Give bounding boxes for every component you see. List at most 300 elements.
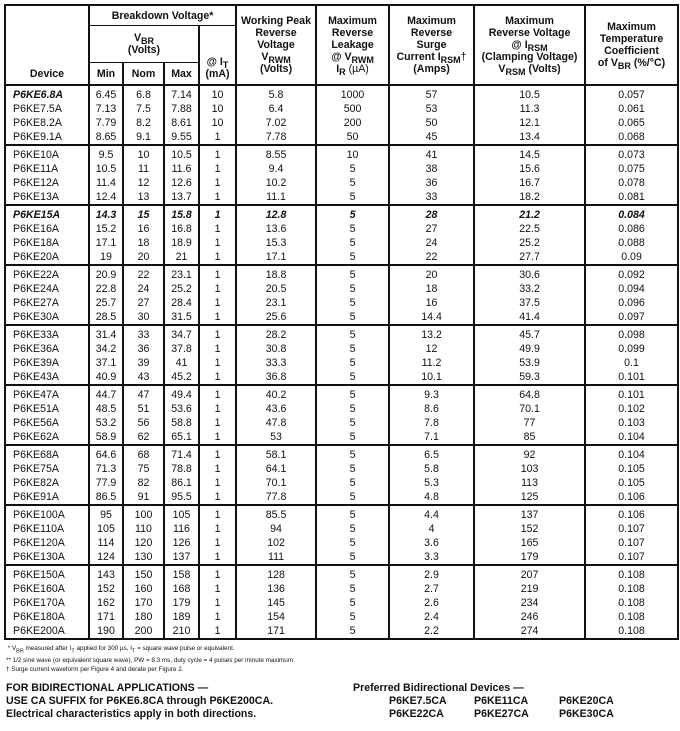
header-subscript: RSM xyxy=(440,55,461,65)
table-row xyxy=(5,310,678,325)
cell-leakage: 5 xyxy=(316,325,389,342)
cell-vbr-nom: 30 xyxy=(123,310,164,325)
cell-vbr-nom: 6.8 xyxy=(123,85,164,102)
cell-vbr-max: 18.9 xyxy=(164,236,199,250)
preferred-bidirectional-devices xyxy=(353,682,644,721)
cell-vbr-max: 7.14 xyxy=(164,85,199,102)
footnote-text: applied for 300 µs, I xyxy=(74,645,132,652)
cell-vrwm: 47.8 xyxy=(236,416,316,430)
table-row xyxy=(5,222,678,236)
dagger-mark: † xyxy=(460,51,467,63)
cell-device: P6KE27A xyxy=(5,296,89,310)
cell-vbr-min: 71.3 xyxy=(89,462,123,476)
cell-temp-coefficient: 0.108 xyxy=(585,596,678,610)
cell-vbr-max: 105 xyxy=(164,505,199,522)
cell-vbr-min: 152 xyxy=(89,582,123,596)
cell-vbr-max: 86.1 xyxy=(164,476,199,490)
table-row xyxy=(5,596,678,610)
cell-surge-current: 57 xyxy=(389,85,474,102)
cell-clamping-voltage: 234 xyxy=(474,596,585,610)
cell-vrwm: 30.8 xyxy=(236,342,316,356)
table-row xyxy=(5,325,678,342)
cell-leakage: 5 xyxy=(316,370,389,385)
table-row xyxy=(5,102,678,116)
cell-device: P6KE30A xyxy=(5,310,89,325)
cell-leakage: 5 xyxy=(316,310,389,325)
cell-device: P6KE51A xyxy=(5,402,89,416)
cell-test-current: 1 xyxy=(199,236,236,250)
cell-vbr-nom: 9.1 xyxy=(123,130,164,145)
cell-clamping-voltage: 30.6 xyxy=(474,265,585,282)
device-spec-table xyxy=(4,4,679,640)
cell-device: P6KE24A xyxy=(5,282,89,296)
cell-device: P6KE13A xyxy=(5,190,89,205)
preferred-device: P6KE11CA xyxy=(474,695,529,707)
cell-vbr-max: 15.8 xyxy=(164,205,199,222)
cell-clamping-voltage: 165 xyxy=(474,536,585,550)
table-row xyxy=(5,176,678,190)
header-text: V xyxy=(498,63,506,75)
cell-test-current: 10 xyxy=(199,85,236,102)
cell-temp-coefficient: 0.104 xyxy=(585,445,678,462)
cell-vbr-nom: 200 xyxy=(123,624,164,639)
cell-device: P6KE82A xyxy=(5,476,89,490)
cell-surge-current: 50 xyxy=(389,116,474,130)
cell-temp-coefficient: 0.084 xyxy=(585,205,678,222)
table-row xyxy=(5,522,678,536)
cell-device: P6KE6.8A xyxy=(5,85,89,102)
table-row xyxy=(5,85,678,102)
cell-leakage: 5 xyxy=(316,610,389,624)
header-text: @ I xyxy=(511,39,528,51)
table-row xyxy=(5,565,678,582)
cell-vrwm: 20.5 xyxy=(236,282,316,296)
cell-clamping-voltage: 59.3 xyxy=(474,370,585,385)
cell-clamping-voltage: 207 xyxy=(474,565,585,582)
header-device: Device xyxy=(5,5,89,85)
table-row xyxy=(5,145,678,162)
cell-vbr-nom: 39 xyxy=(123,356,164,370)
cell-temp-coefficient: 0.086 xyxy=(585,222,678,236)
cell-clamping-voltage: 41.4 xyxy=(474,310,585,325)
table-row xyxy=(5,282,678,296)
cell-test-current: 1 xyxy=(199,430,236,445)
cell-vbr-min: 9.5 xyxy=(89,145,123,162)
cell-vbr-nom: 27 xyxy=(123,296,164,310)
cell-surge-current: 3.3 xyxy=(389,550,474,565)
cell-leakage: 50 xyxy=(316,130,389,145)
cell-vbr-min: 8.65 xyxy=(89,130,123,145)
cell-leakage: 5 xyxy=(316,430,389,445)
cell-vrwm: 7.78 xyxy=(236,130,316,145)
table-row xyxy=(5,536,678,550)
cell-device: P6KE33A xyxy=(5,325,89,342)
cell-vbr-nom: 36 xyxy=(123,342,164,356)
cell-vbr-max: 21 xyxy=(164,250,199,265)
cell-vrwm: 28.2 xyxy=(236,325,316,342)
cell-temp-coefficient: 0.107 xyxy=(585,550,678,565)
cell-surge-current: 22 xyxy=(389,250,474,265)
cell-temp-coefficient: 0.078 xyxy=(585,176,678,190)
cell-device: P6KE20A xyxy=(5,250,89,265)
cell-surge-current: 4 xyxy=(389,522,474,536)
table-row xyxy=(5,402,678,416)
cell-vbr-min: 64.6 xyxy=(89,445,123,462)
cell-clamping-voltage: 33.2 xyxy=(474,282,585,296)
cell-vbr-min: 143 xyxy=(89,565,123,582)
cell-temp-coefficient: 0.107 xyxy=(585,536,678,550)
cell-vrwm: 18.8 xyxy=(236,265,316,282)
footnote-text: = square wave pulse or equivalent. xyxy=(135,645,235,652)
cell-vbr-min: 20.9 xyxy=(89,265,123,282)
cell-device: P6KE36A xyxy=(5,342,89,356)
header-text: Current I xyxy=(396,51,441,63)
cell-vrwm: 36.8 xyxy=(236,370,316,385)
cell-test-current: 1 xyxy=(199,162,236,176)
cell-leakage: 5 xyxy=(316,222,389,236)
cell-vbr-min: 10.5 xyxy=(89,162,123,176)
cell-vbr-max: 45.2 xyxy=(164,370,199,385)
cell-clamping-voltage: 25.2 xyxy=(474,236,585,250)
cell-test-current: 1 xyxy=(199,130,236,145)
table-row xyxy=(5,476,678,490)
cell-device: P6KE56A xyxy=(5,416,89,430)
cell-leakage: 10 xyxy=(316,145,389,162)
cell-clamping-voltage: 113 xyxy=(474,476,585,490)
cell-temp-coefficient: 0.088 xyxy=(585,236,678,250)
cell-vbr-min: 114 xyxy=(89,536,123,550)
cell-leakage: 200 xyxy=(316,116,389,130)
cell-vrwm: 64.1 xyxy=(236,462,316,476)
cell-vrwm: 6.4 xyxy=(236,102,316,116)
cell-clamping-voltage: 219 xyxy=(474,582,585,596)
table-row xyxy=(5,116,678,130)
cell-test-current: 1 xyxy=(199,476,236,490)
cell-surge-current: 33 xyxy=(389,190,474,205)
header-subscript: RSM xyxy=(527,43,548,53)
cell-temp-coefficient: 0.075 xyxy=(585,162,678,176)
cell-vbr-max: 126 xyxy=(164,536,199,550)
header-unit: (mA) xyxy=(205,68,230,80)
table-row xyxy=(5,296,678,310)
cell-vbr-max: 11.6 xyxy=(164,162,199,176)
cell-vbr-max: 49.4 xyxy=(164,385,199,402)
cell-clamping-voltage: 10.5 xyxy=(474,85,585,102)
cell-vbr-min: 162 xyxy=(89,596,123,610)
cell-vbr-nom: 170 xyxy=(123,596,164,610)
cell-device: P6KE200A xyxy=(5,624,89,639)
cell-leakage: 5 xyxy=(316,624,389,639)
cell-test-current: 10 xyxy=(199,102,236,116)
cell-vrwm: 17.1 xyxy=(236,250,316,265)
cell-vbr-nom: 22 xyxy=(123,265,164,282)
cell-temp-coefficient: 0.103 xyxy=(585,416,678,430)
header-text: @ I xyxy=(206,56,223,68)
cell-vbr-min: 25.7 xyxy=(89,296,123,310)
cell-vrwm: 94 xyxy=(236,522,316,536)
cell-vbr-max: 25.2 xyxy=(164,282,199,296)
table-row xyxy=(5,342,678,356)
cell-vbr-max: 189 xyxy=(164,610,199,624)
cell-device: P6KE170A xyxy=(5,596,89,610)
cell-leakage: 500 xyxy=(316,102,389,116)
cell-test-current: 1 xyxy=(199,582,236,596)
cell-leakage: 5 xyxy=(316,282,389,296)
cell-vbr-max: 95.5 xyxy=(164,490,199,505)
cell-temp-coefficient: 0.096 xyxy=(585,296,678,310)
cell-vbr-nom: 15 xyxy=(123,205,164,222)
table-row xyxy=(5,250,678,265)
cell-vrwm: 43.6 xyxy=(236,402,316,416)
cell-surge-current: 5.8 xyxy=(389,462,474,476)
cell-vrwm: 154 xyxy=(236,610,316,624)
cell-temp-coefficient: 0.102 xyxy=(585,402,678,416)
table-row xyxy=(5,130,678,145)
table-row xyxy=(5,445,678,462)
cell-clamping-voltage: 70.1 xyxy=(474,402,585,416)
preferred-title: Preferred Bidirectional Devices — xyxy=(353,682,524,694)
cell-leakage: 5 xyxy=(316,190,389,205)
table-body xyxy=(5,85,678,639)
cell-test-current: 1 xyxy=(199,445,236,462)
cell-surge-current: 28 xyxy=(389,205,474,222)
cell-test-current: 1 xyxy=(199,205,236,222)
cell-vbr-nom: 24 xyxy=(123,282,164,296)
table-row xyxy=(5,236,678,250)
cell-leakage: 5 xyxy=(316,356,389,370)
cell-device: P6KE150A xyxy=(5,565,89,582)
cell-leakage: 5 xyxy=(316,265,389,282)
cell-vbr-nom: 56 xyxy=(123,416,164,430)
header-text: of V xyxy=(597,57,618,69)
cell-vrwm: 15.3 xyxy=(236,236,316,250)
cell-surge-current: 10.1 xyxy=(389,370,474,385)
cell-device: P6KE47A xyxy=(5,385,89,402)
cell-vrwm: 136 xyxy=(236,582,316,596)
cell-clamping-voltage: 22.5 xyxy=(474,222,585,236)
cell-test-current: 1 xyxy=(199,265,236,282)
cell-vrwm: 13.6 xyxy=(236,222,316,236)
header-vbr xyxy=(89,26,199,63)
cell-vrwm: 102 xyxy=(236,536,316,550)
cell-vrwm: 9.4 xyxy=(236,162,316,176)
cell-surge-current: 16 xyxy=(389,296,474,310)
cell-leakage: 5 xyxy=(316,236,389,250)
cell-temp-coefficient: 0.105 xyxy=(585,462,678,476)
cell-vbr-nom: 33 xyxy=(123,325,164,342)
cell-vbr-nom: 75 xyxy=(123,462,164,476)
cell-vbr-nom: 160 xyxy=(123,582,164,596)
cell-vbr-max: 34.7 xyxy=(164,325,199,342)
cell-vrwm: 111 xyxy=(236,550,316,565)
cell-vbr-max: 116 xyxy=(164,522,199,536)
table-row xyxy=(5,505,678,522)
cell-clamping-voltage: 64.8 xyxy=(474,385,585,402)
header-text: Coefficient xyxy=(604,45,659,57)
header-max-reverse-surge-current xyxy=(389,5,474,85)
cell-vbr-max: 23.1 xyxy=(164,265,199,282)
cell-vbr-min: 7.13 xyxy=(89,102,123,116)
cell-clamping-voltage: 85 xyxy=(474,430,585,445)
table-row xyxy=(5,190,678,205)
cell-device: P6KE110A xyxy=(5,522,89,536)
cell-vbr-max: 53.6 xyxy=(164,402,199,416)
cell-vbr-nom: 51 xyxy=(123,402,164,416)
bidirectional-note xyxy=(6,682,273,721)
cell-vbr-nom: 16 xyxy=(123,222,164,236)
cell-test-current: 1 xyxy=(199,325,236,342)
cell-test-current: 1 xyxy=(199,282,236,296)
cell-temp-coefficient: 0.099 xyxy=(585,342,678,356)
table-row xyxy=(5,370,678,385)
cell-device: P6KE43A xyxy=(5,370,89,385)
cell-temp-coefficient: 0.108 xyxy=(585,582,678,596)
cell-vbr-min: 40.9 xyxy=(89,370,123,385)
cell-vbr-nom: 10 xyxy=(123,145,164,162)
cell-leakage: 5 xyxy=(316,476,389,490)
cell-temp-coefficient: 0.065 xyxy=(585,116,678,130)
preferred-device-grid xyxy=(389,695,644,721)
header-working-peak-reverse-voltage xyxy=(236,5,316,85)
cell-device: P6KE11A xyxy=(5,162,89,176)
table-row xyxy=(5,385,678,402)
header-text: Reverse xyxy=(331,27,374,39)
table-row xyxy=(5,356,678,370)
cell-temp-coefficient: 0.098 xyxy=(585,325,678,342)
cell-vbr-min: 14.3 xyxy=(89,205,123,222)
cell-vrwm: 7.02 xyxy=(236,116,316,130)
cell-test-current: 1 xyxy=(199,250,236,265)
cell-vbr-min: 48.5 xyxy=(89,402,123,416)
cell-vrwm: 128 xyxy=(236,565,316,582)
cell-leakage: 5 xyxy=(316,596,389,610)
footnote-text: measured after I xyxy=(23,645,72,652)
header-text: Maximum xyxy=(407,15,456,27)
table-row xyxy=(5,430,678,445)
table-row xyxy=(5,610,678,624)
header-min: Min xyxy=(89,63,123,86)
bidirectional-line-3: Electrical characteristics apply in both directions. xyxy=(6,708,257,720)
preferred-device: P6KE7.5CA xyxy=(389,695,447,707)
cell-test-current: 1 xyxy=(199,550,236,565)
cell-temp-coefficient: 0.105 xyxy=(585,476,678,490)
cell-clamping-voltage: 21.2 xyxy=(474,205,585,222)
cell-temp-coefficient: 0.09 xyxy=(585,250,678,265)
cell-vbr-min: 86.5 xyxy=(89,490,123,505)
cell-clamping-voltage: 37.5 xyxy=(474,296,585,310)
cell-vbr-min: 44.7 xyxy=(89,385,123,402)
cell-leakage: 5 xyxy=(316,402,389,416)
cell-clamping-voltage: 103 xyxy=(474,462,585,476)
cell-vbr-min: 171 xyxy=(89,610,123,624)
cell-vrwm: 10.2 xyxy=(236,176,316,190)
cell-test-current: 1 xyxy=(199,490,236,505)
cell-vbr-min: 77.9 xyxy=(89,476,123,490)
cell-leakage: 5 xyxy=(316,536,389,550)
cell-temp-coefficient: 0.068 xyxy=(585,130,678,145)
cell-vbr-nom: 100 xyxy=(123,505,164,522)
cell-surge-current: 11.2 xyxy=(389,356,474,370)
header-subscript: R xyxy=(339,67,346,77)
header-text: Working Peak xyxy=(241,15,311,27)
cell-surge-current: 18 xyxy=(389,282,474,296)
cell-vbr-nom: 82 xyxy=(123,476,164,490)
cell-surge-current: 12 xyxy=(389,342,474,356)
header-text: Voltage xyxy=(257,39,295,51)
header-text: @ V xyxy=(331,51,352,63)
footnote-surge-current: † Surge current waveform per Figure 4 and derate per Figure 2. xyxy=(6,666,184,674)
cell-vbr-nom: 110 xyxy=(123,522,164,536)
header-test-current xyxy=(199,26,236,86)
cell-vbr-min: 28.5 xyxy=(89,310,123,325)
header-subscript: T xyxy=(222,60,229,70)
cell-vbr-min: 124 xyxy=(89,550,123,565)
cell-test-current: 1 xyxy=(199,176,236,190)
cell-temp-coefficient: 0.073 xyxy=(585,145,678,162)
header-text: Leakage xyxy=(331,39,374,51)
cell-vbr-max: 179 xyxy=(164,596,199,610)
cell-leakage: 5 xyxy=(316,462,389,476)
cell-clamping-voltage: 125 xyxy=(474,490,585,505)
cell-surge-current: 38 xyxy=(389,162,474,176)
cell-surge-current: 24 xyxy=(389,236,474,250)
cell-test-current: 1 xyxy=(199,145,236,162)
cell-vbr-nom: 180 xyxy=(123,610,164,624)
header-unit: (µA) xyxy=(348,63,369,75)
footnote-subscript: T xyxy=(71,648,75,655)
cell-temp-coefficient: 0.107 xyxy=(585,522,678,536)
cell-test-current: 1 xyxy=(199,565,236,582)
cell-vrwm: 53 xyxy=(236,430,316,445)
cell-vbr-nom: 150 xyxy=(123,565,164,582)
cell-surge-current: 9.3 xyxy=(389,385,474,402)
header-subscript: RWM xyxy=(268,55,291,65)
preferred-device: P6KE20CA xyxy=(559,695,614,707)
cell-surge-current: 41 xyxy=(389,145,474,162)
header-unit: (Amps) xyxy=(413,63,450,75)
cell-test-current: 1 xyxy=(199,310,236,325)
cell-vbr-nom: 7.5 xyxy=(123,102,164,116)
cell-test-current: 1 xyxy=(199,296,236,310)
cell-temp-coefficient: 0.061 xyxy=(585,102,678,116)
cell-vbr-max: 58.8 xyxy=(164,416,199,430)
cell-device: P6KE16A xyxy=(5,222,89,236)
table-row xyxy=(5,265,678,282)
cell-surge-current: 4.4 xyxy=(389,505,474,522)
table-row xyxy=(5,416,678,430)
cell-leakage: 5 xyxy=(316,162,389,176)
table-row xyxy=(5,624,678,639)
cell-temp-coefficient: 0.104 xyxy=(585,430,678,445)
cell-test-current: 10 xyxy=(199,116,236,130)
cell-surge-current: 2.4 xyxy=(389,610,474,624)
cell-clamping-voltage: 137 xyxy=(474,505,585,522)
cell-temp-coefficient: 0.097 xyxy=(585,310,678,325)
cell-clamping-voltage: 18.2 xyxy=(474,190,585,205)
cell-vbr-min: 58.9 xyxy=(89,430,123,445)
cell-surge-current: 7.8 xyxy=(389,416,474,430)
cell-surge-current: 8.6 xyxy=(389,402,474,416)
cell-vrwm: 85.5 xyxy=(236,505,316,522)
cell-vbr-min: 19 xyxy=(89,250,123,265)
cell-vrwm: 8.55 xyxy=(236,145,316,162)
preferred-device: P6KE30CA xyxy=(559,708,614,720)
cell-test-current: 1 xyxy=(199,596,236,610)
cell-device: P6KE160A xyxy=(5,582,89,596)
header-text: (Clamping Voltage) xyxy=(481,51,578,63)
cell-vbr-min: 31.4 xyxy=(89,325,123,342)
cell-device: P6KE91A xyxy=(5,490,89,505)
